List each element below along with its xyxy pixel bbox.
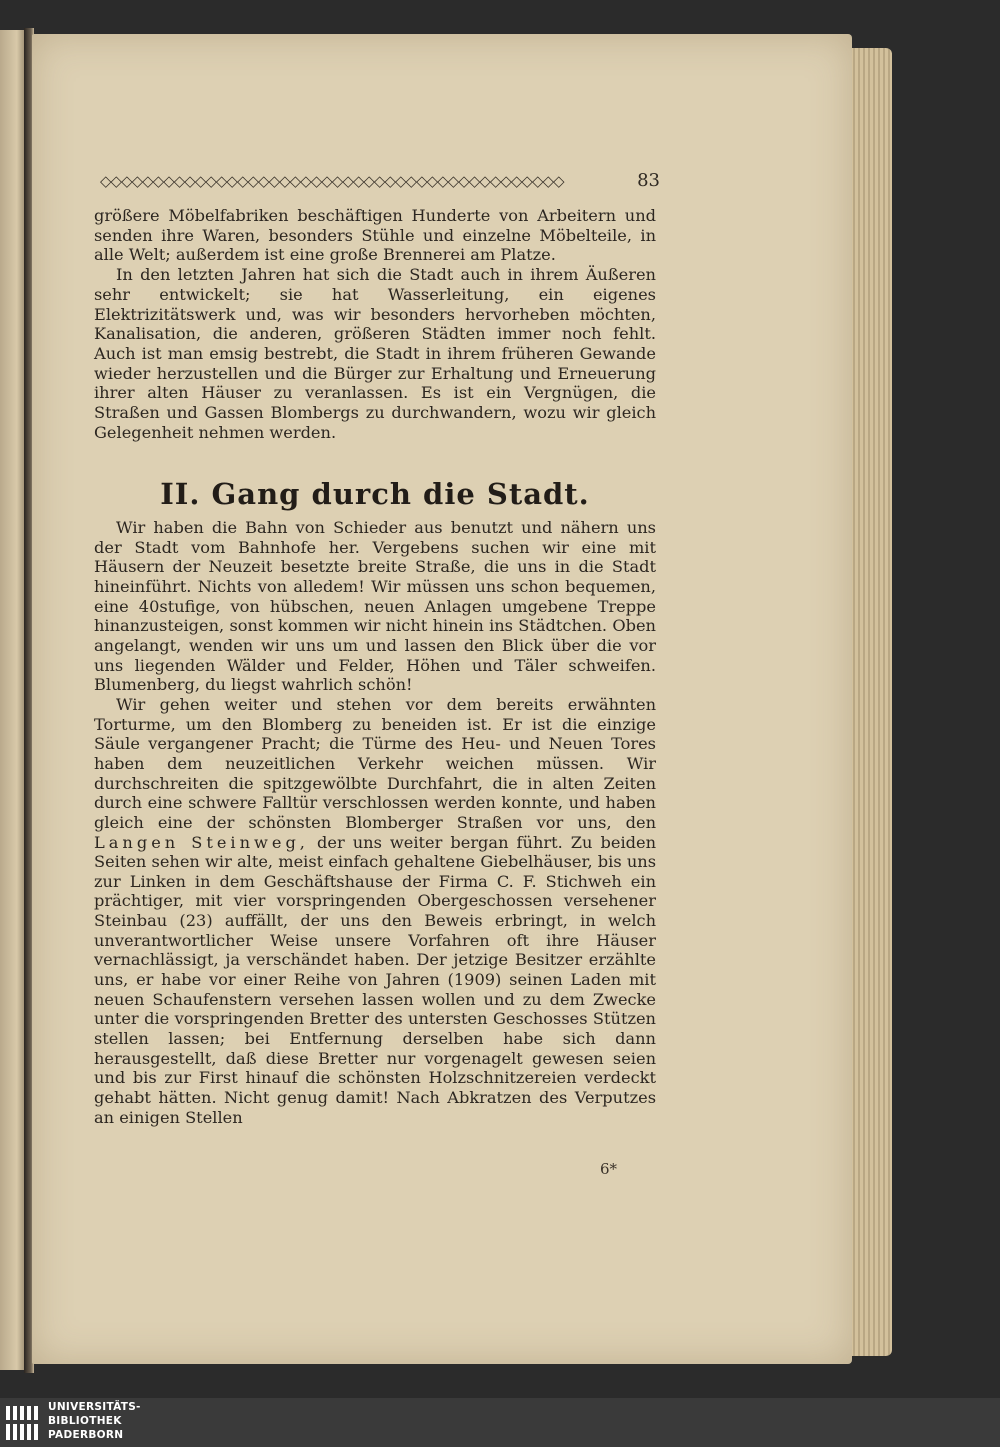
- street-name-spaced: Langen Steinweg,: [94, 832, 309, 852]
- section-body: [94, 518, 656, 1127]
- intro-paragraph-2: In den letzten Jahren hat sich die Stadt auch in ihrem Äußeren sehr entwickelt; sie hat Wasserleitung, ein eigenes Elektrizitätswerk und, was wir besonders hervorheben möchten, Kanalisation, die anderen, größeren Städten immer noch fehlt. Auch ist man emsig bestrebt, die Stadt in ihrem früheren Gewande wieder herzustellen und die Bürger zur Erhaltung und Erneuerung ihrer alten Häuser zu veranlassen. Es ist ein Vergnügen, die Straßen und Gassen Blombergs zu durchwandern, wozu wir gleich Gelegenheit nehmen werden.: [94, 265, 656, 442]
- section-heading: II. Gang durch die Stadt.: [160, 477, 590, 511]
- page-header: [100, 170, 660, 192]
- library-name-line-1: UNIVERSITÄTS-: [48, 1401, 141, 1413]
- header-ornament: ◇◇◇◇◇◇◇◇◇◇◇◇◇◇◇◇◇◇◇◇◇◇◇◇◇◇◇◇◇◇◇◇◇◇◇◇◇◇◇◇◇◇◇◇: [100, 172, 564, 190]
- library-name-line-2: BIBLIOTHEK: [48, 1415, 122, 1427]
- intro-text: [94, 206, 656, 442]
- library-logo-icon: [4, 1402, 40, 1444]
- section-paragraph-2: [94, 695, 656, 1127]
- library-name-line-3: PADERBORN: [48, 1429, 124, 1441]
- signature-mark: 6*: [600, 1160, 618, 1178]
- paragraph-2-start: Wir gehen weiter und stehen vor dem bereits erwähnten Torturme, um den Blomberg zu beneiden ist. Er ist die einzige Säule vergangener Pracht; die Türme des Heu- und Neuen Tores haben dem neuzeitlichen Verkehr weichen müssen. Wir durchschreiten die spitzgewölbte Durchfahrt, die in alten Zeiten durch eine schwere Falltür verschlossen werden konnte, und haben gleich eine der schönsten Blomberger Straßen vor uns, den: [94, 694, 656, 832]
- page-number: 83: [637, 170, 660, 191]
- section-paragraph-1: Wir haben die Bahn von Schieder aus benutzt und nähern uns der Stadt vom Bahnhofe her. Vergebens suchen wir eine mit Häusern der Neuzeit besetzte breite Straße, die uns in die Stadt hineinführt. Nichts von alledem! Wir müssen uns schon bequemen, eine 40stufige, von hübschen, neuen Anlagen umgebene Treppe hinanzusteigen, sonst kommen wir nicht hinein ins Städtchen. Oben angelangt, wenden wir uns um und lassen den Blick über die vor uns liegenden Wälder und Felder, Höhen und Täler schweifen. Blumenberg, du liegst wahrlich schön!: [94, 518, 656, 695]
- intro-paragraph-1: größere Möbelfabriken beschäftigen Hunderte von Arbeitern und senden ihre Waren, besonders Stühle und einzelne Möbelteile, in alle Welt; außerdem ist eine große Brennerei am Platze.: [94, 206, 656, 265]
- library-footer: [0, 1398, 1000, 1447]
- library-name: [48, 1400, 208, 1442]
- paragraph-2-rest: der uns weiter bergan führt. Zu beiden Seiten sehen wir alte, meist einfach gehaltene Giebelhäuser, bis uns zur Linken in dem Geschäftshause der Firma C. F. Stichweh ein prächtiger, mit vier vorspringenden Obergeschossen versehener Steinbau (23) auffällt, der uns den Beweis erbringt, in welch unverantwortlicher Weise unsere Vorfahren oft ihre Häuser vernachlässigt, ja verschändet haben. Der jetzige Besitzer erzählte uns, er habe vor einer Reihe von Jahren (1909) seinen Laden mit neuen Schaufenstern versehen lassen wollen und zu dem Zwecke unter die vorspringenden Bretter des untersten Geschosses Stützen stellen lassen; bei Entfernung derselben habe sich dann herausgestellt, daß diese Bretter nur vorgenagelt gewesen seien und bis zur First hinauf die schönsten Holzschnitzereien verdeckt gehabt hätten. Nicht genug damit! Nach Abkratzen des Verputzes an einigen Stellen: [94, 832, 656, 1127]
